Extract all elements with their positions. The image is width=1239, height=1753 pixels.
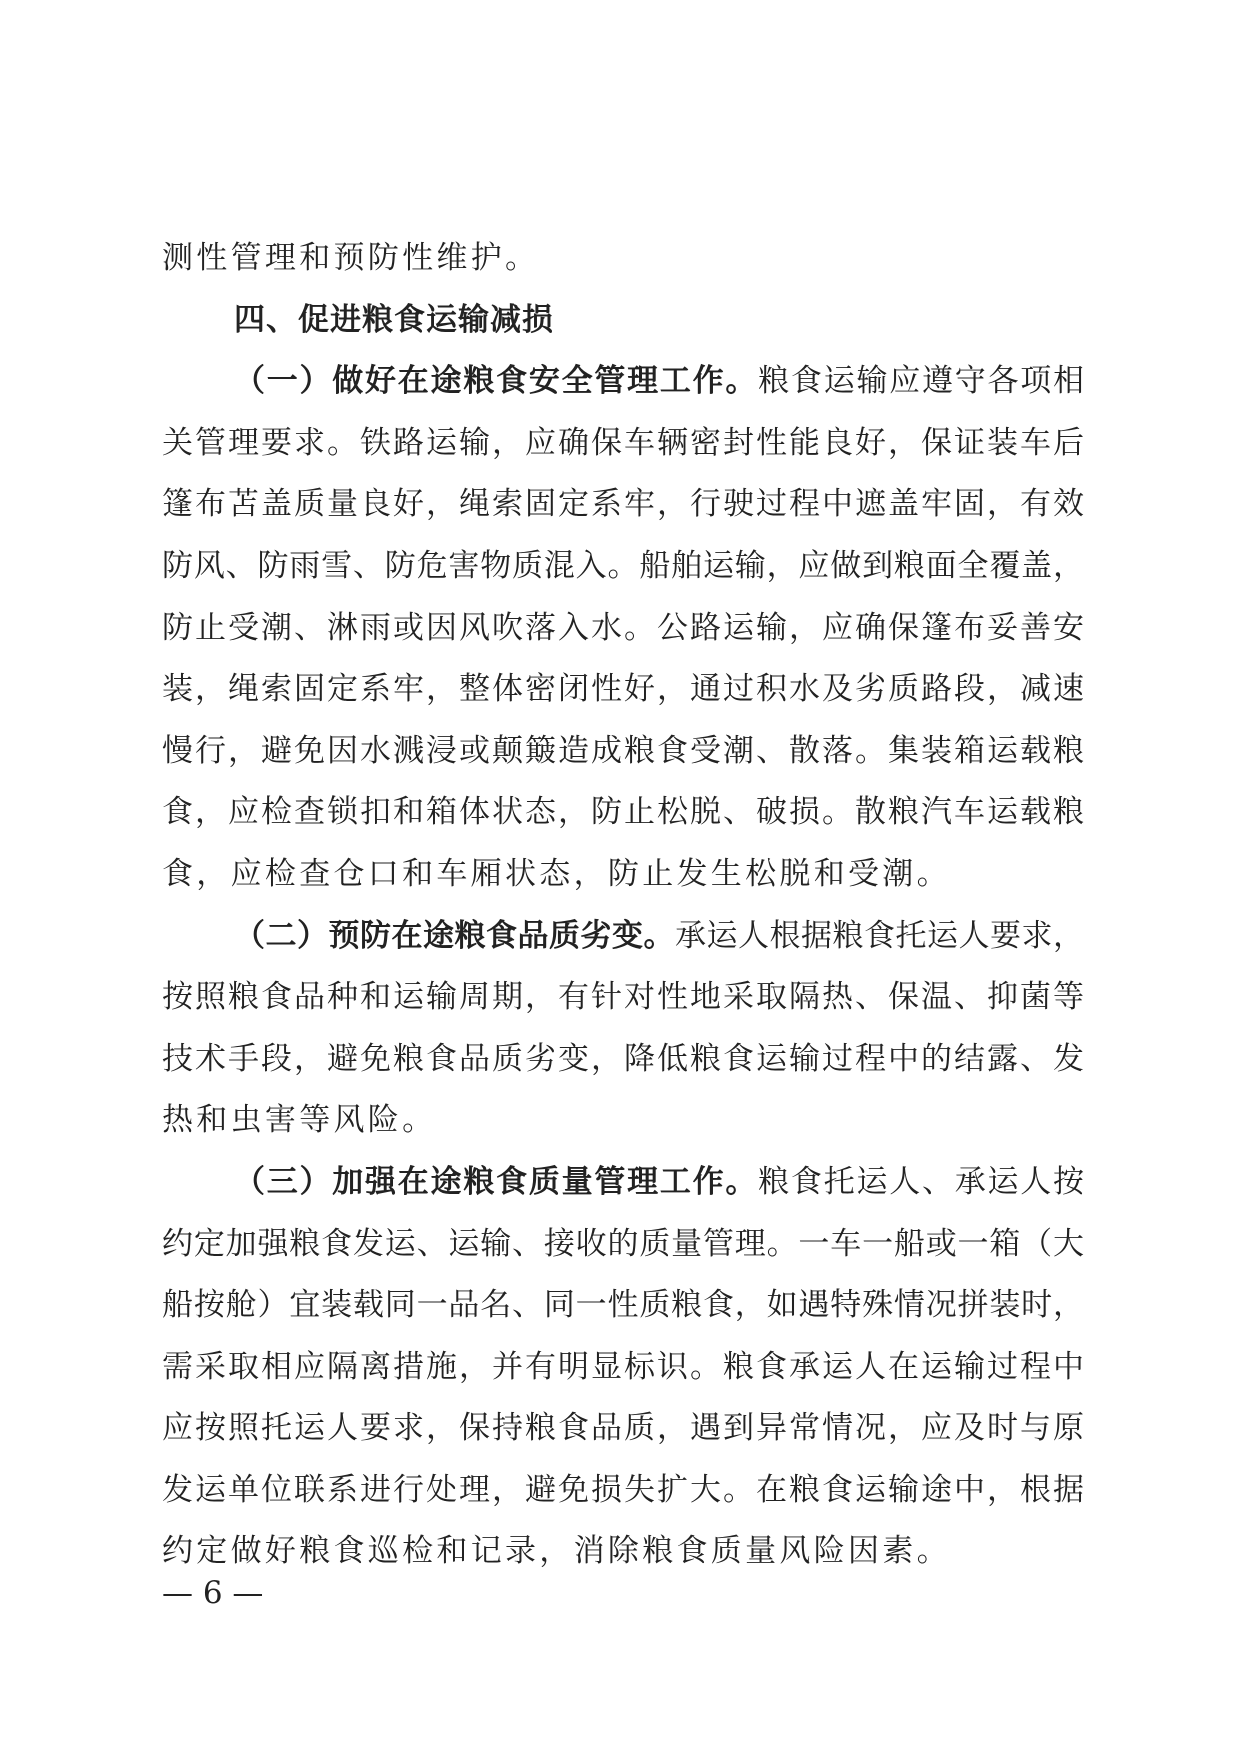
paragraph-line: 装，绳索固定系牢，整体密闭性好，通过积水及劣质路段，减速 bbox=[162, 671, 1084, 708]
paragraph-last-line: 热和虫害等风险。 bbox=[162, 1102, 437, 1139]
document-body bbox=[162, 228, 1084, 1583]
paragraph-line: 防风、防雨雪、防危害物质混入。船舶运输，应做到粮面全覆盖， bbox=[162, 547, 1084, 584]
paragraph-line: 食，应检查锁扣和箱体状态，防止松脱、破损。散粮汽车运载粮 bbox=[162, 794, 1084, 831]
item-3-text: 粮食托运人、承运人按 bbox=[758, 1163, 1085, 1200]
item-3-first-line bbox=[162, 1152, 1084, 1214]
item-1-first-line bbox=[162, 351, 1084, 413]
item-2-text: 承运人根据粮食托运人要求， bbox=[675, 917, 1084, 954]
item-3-title: （三）加强在途粮食质量管理工作。 bbox=[234, 1163, 759, 1200]
paragraph-last-line: 约定做好粮食巡检和记录，消除粮食质量风险因素。 bbox=[162, 1533, 951, 1570]
paragraph-line: 船按舱）宜装载同一品名、同一性质粮食，如遇特殊情况拼装时， bbox=[162, 1287, 1084, 1324]
item-2-title: （二）预防在途粮食品质劣变。 bbox=[234, 917, 675, 954]
item-1-title: （一）做好在途粮食安全管理工作。 bbox=[234, 363, 759, 400]
item-1-text: 粮食运输应遵守各项相 bbox=[758, 363, 1085, 400]
paragraph-line: 关管理要求。铁路运输，应确保车辆密封性能良好，保证装车后 bbox=[162, 424, 1084, 461]
paragraph-line: 应按照托运人要求，保持粮食品质，遇到异常情况，应及时与原 bbox=[162, 1410, 1084, 1447]
section-heading: 四、促进粮食运输减损 bbox=[234, 301, 554, 338]
paragraph-line: 技术手段，避免粮食品质劣变，降低粮食运输过程中的结露、发 bbox=[162, 1040, 1084, 1077]
paragraph-line: 需采取相应隔离措施，并有明显标识。粮食承运人在运输过程中 bbox=[162, 1348, 1084, 1385]
page-number: — 6 — bbox=[162, 1575, 264, 1611]
paragraph-line: 按照粮食品种和运输周期，有针对性地采取隔热、保温、抑菌等 bbox=[162, 979, 1084, 1016]
paragraph-line: 发运单位联系进行处理，避免损失扩大。在粮食运输途中，根据 bbox=[162, 1471, 1084, 1508]
paragraph-last-line: 食，应检查仓口和车厢状态，防止发生松脱和受潮。 bbox=[162, 855, 951, 892]
paragraph-line: 篷布苫盖质量良好，绳索固定系牢，行驶过程中遮盖牢固，有效 bbox=[162, 486, 1084, 523]
paragraph-line: 约定加强粮食发运、运输、接收的质量管理。一车一船或一箱（大 bbox=[162, 1225, 1084, 1262]
paragraph-line: 慢行，避免因水溅浸或颠簸造成粮食受潮、散落。集装箱运载粮 bbox=[162, 732, 1084, 769]
paragraph-line: 防止受潮、淋雨或因风吹落入水。公路运输，应确保篷布妥善安 bbox=[162, 609, 1084, 646]
continuation-line: 测性管理和预防性维护。 bbox=[162, 240, 540, 276]
item-2-first-line bbox=[162, 906, 1084, 968]
